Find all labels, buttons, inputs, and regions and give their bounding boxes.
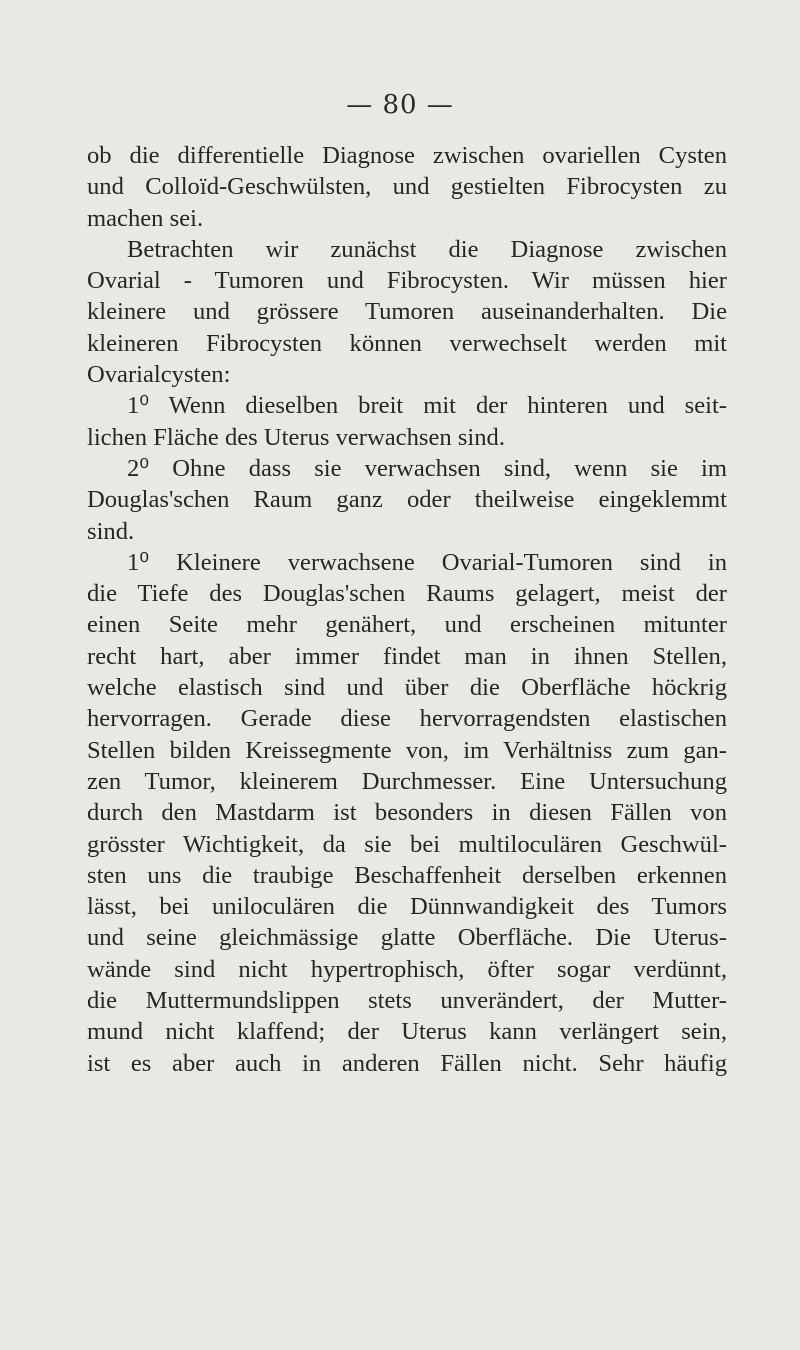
text-line: sind. bbox=[87, 517, 135, 545]
text-line: lichen Fläche des Uterus verwachsen sind. bbox=[87, 423, 505, 451]
text-line: welche elastisch sind und über die Oberfläche höckrig bbox=[87, 674, 727, 702]
text-line: die Muttermundslippen stets unverändert, der Mutter- bbox=[87, 987, 727, 1015]
text-line: Douglas'schen Raum ganz oder theilweise eingeklemmt bbox=[87, 486, 727, 514]
text-line: zen Tumor, kleinerem Durchmesser. Eine Untersuchung bbox=[87, 767, 727, 795]
text-line: und Colloïd-Geschwülsten, und gestielten Fibrocysten zu bbox=[87, 173, 727, 201]
text-line: ob die differentielle Diagnose zwischen ovariellen Cysten bbox=[87, 142, 727, 169]
text-line: Ovarialcysten: bbox=[87, 361, 231, 389]
text-line: kleineren Fibrocysten können verwechselt werden mit bbox=[87, 329, 727, 357]
text-line: lässt, bei uniloculären die Dünnwandigkeit des Tumors bbox=[87, 893, 727, 921]
text-line: 2⁰ Ohne dass sie verwachsen sind, wenn sie im bbox=[127, 454, 727, 482]
body-text bbox=[87, 140, 727, 1079]
text-line: kleinere und grössere Tumoren auseinanderhalten. Die bbox=[87, 298, 727, 326]
text-line: grösster Wichtigkeit, da sie bei multiloculären Geschwül- bbox=[87, 830, 727, 858]
page-number: — 80 — bbox=[346, 90, 454, 120]
text-line: machen sei. bbox=[87, 204, 204, 232]
text-line: ist es aber auch in anderen Fällen nicht. Sehr häufig bbox=[87, 1049, 727, 1077]
text-line: Betrachten wir zunächst die Diagnose zwischen bbox=[127, 235, 727, 263]
text-line: 1⁰ Wenn dieselben breit mit der hinteren und seit- bbox=[127, 392, 727, 420]
text-line: mund nicht klaffend; der Uterus kann verlängert sein, bbox=[87, 1018, 727, 1046]
text-line: recht hart, aber immer findet man in ihnen Stellen, bbox=[87, 642, 727, 670]
text-line: hervorragen. Gerade diese hervorragendsten elastischen bbox=[87, 705, 727, 733]
text-line: einen Seite mehr genähert, und erscheinen mitunter bbox=[87, 611, 727, 639]
text-line: wände sind nicht hypertrophisch, öfter sogar verdünnt, bbox=[87, 955, 727, 983]
text-line: Stellen bilden Kreissegmente von, im Verhältniss zum gan- bbox=[87, 736, 727, 764]
text-line: Ovarial - Tumoren und Fibrocysten. Wir müssen hier bbox=[87, 267, 727, 295]
text-line: durch den Mastdarm ist besonders in diesen Fällen von bbox=[87, 799, 727, 827]
text-line: die Tiefe des Douglas'schen Raums gelagert, meist der bbox=[87, 580, 727, 608]
text-line: und seine gleichmässige glatte Oberfläche. Die Uterus- bbox=[87, 924, 727, 952]
text-line: sten uns die traubige Beschaffenheit derselben erkennen bbox=[87, 861, 727, 889]
text-line: 1⁰ Kleinere verwachsene Ovarial-Tumoren sind in bbox=[127, 548, 727, 576]
